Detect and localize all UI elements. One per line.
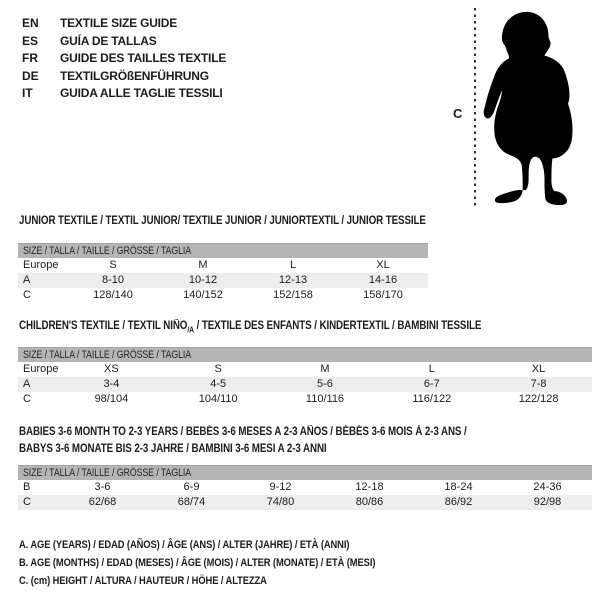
age-cell: 9-12 [269, 481, 292, 493]
size-header-bar: SIZE / TALLA / TAILLE / GRÖSSE / TAGLIA [18, 243, 428, 258]
height-cell: 68/74 [177, 496, 206, 508]
age-cell: 18-24 [444, 481, 473, 493]
size-header-bar: SIZE / TALLA / TAILLE / GRÖSSE / TAGLIA [18, 465, 592, 480]
age-cell: 6-9 [183, 481, 200, 493]
guide-title-de: TEXTILGRÖßENFÜHRUNG [60, 68, 209, 83]
guide-title-en: TEXTILE SIZE GUIDE [60, 16, 178, 30]
row-label: C [23, 496, 31, 508]
size-cell: XL [376, 259, 390, 271]
legend-line-c: C. (cm) HEIGHT / ALTURA / HAUTEUR / HÖHE / ALTEZZA [19, 575, 267, 587]
row-label: Europe [23, 259, 59, 271]
age-cell: 12-18 [355, 481, 384, 493]
age-cell: 7-8 [530, 378, 547, 390]
guide-title-it: GUIDA ALLE TAGLIE TESSILI [60, 86, 223, 100]
age-cell: 5-6 [317, 378, 333, 390]
size-header-bar: SIZE / TALLA / TAILLE / GRÖSSE / TAGLIA [18, 347, 592, 362]
junior-table-title: JUNIOR TEXTILE / TEXTIL JUNIOR/ TEXTILE JUNIOR / JUNIORTEXTIL / JUNIOR TESSILE [19, 215, 426, 227]
row-label: A [23, 378, 31, 390]
size-cell: S [214, 363, 222, 375]
childrens-size-table [18, 347, 592, 407]
language-row-es [22, 33, 226, 51]
language-code: FR [22, 51, 38, 65]
legend-line-b: B. AGE (MONTHS) / EDAD (MESES) / ÂGE (MOIS) / ALTER (MONATE) / ETÀ (MESI) [19, 557, 376, 569]
language-code: EN [22, 16, 39, 30]
age-cell: 24-36 [533, 481, 562, 493]
height-cell: 92/98 [533, 496, 562, 508]
age-cell: 14-16 [368, 274, 398, 286]
height-cell: 110/116 [305, 393, 345, 405]
language-code: IT [22, 86, 33, 100]
size-cell: M [198, 259, 208, 271]
table-row-height [18, 495, 592, 510]
guide-title-es: GUÍA DE TALLAS [60, 33, 157, 48]
language-list [22, 15, 226, 103]
junior-size-table [18, 243, 428, 303]
height-cell: 74/80 [266, 496, 295, 508]
height-measure-dotted-line [474, 8, 476, 208]
table-row-age [18, 377, 592, 392]
babies-size-table [18, 465, 592, 510]
height-cell: 104/110 [198, 393, 238, 405]
height-cell: 128/140 [93, 289, 133, 301]
age-cell: 10-12 [188, 274, 218, 286]
age-cell: 3-6 [94, 481, 111, 493]
height-cell: 62/68 [88, 496, 117, 508]
height-cell: 152/158 [273, 289, 313, 301]
age-cell: 6-7 [423, 378, 440, 390]
height-measure-label: C [453, 106, 463, 121]
height-cell: 158/170 [363, 289, 403, 301]
table-row-europe [18, 258, 428, 273]
row-label: Europe [23, 363, 59, 375]
table-row-age [18, 273, 428, 288]
language-code: ES [22, 33, 39, 48]
gender-subscript: /A [187, 325, 194, 335]
size-cell: L [428, 363, 435, 375]
language-row-fr [22, 50, 226, 68]
row-label: B [23, 481, 31, 493]
language-code: DE [22, 68, 39, 83]
age-cell: 8-10 [101, 274, 125, 286]
toddler-silhouette [483, 6, 600, 209]
size-cell: S [109, 259, 117, 271]
age-cell: 12-13 [278, 274, 308, 286]
size-cell: M [320, 363, 330, 375]
row-label: C [23, 289, 31, 301]
language-row-en [22, 15, 226, 33]
language-row-de [22, 68, 226, 86]
age-cell: 3-4 [103, 378, 120, 390]
height-cell: 140/152 [183, 289, 223, 301]
size-cell: XL [531, 363, 546, 375]
height-cell: 98/104 [94, 393, 129, 405]
legend-line-a: A. AGE (YEARS) / EDAD (AÑOS) / ÂGE (ANS) / ALTER (JAHRE) / ETÀ (ANNI) [19, 539, 350, 551]
age-cell: 4-5 [210, 378, 227, 390]
size-cell: L [289, 259, 297, 271]
babies-table-title: BABIES 3-6 MONTH TO 2-3 YEARS / BEBÉS 3-6 MESES A 2-3 AÑOS / BÉBÉS 3-6 MOIS À 2-3 ANS / BABYS 3-6 MONATE BIS 2-3 JAHRE / BAMBINI 3-6 MESI A 2-3 ANNI [19, 426, 467, 455]
legend [19, 536, 438, 590]
height-cell: 80/86 [355, 496, 384, 508]
table-row-height [18, 288, 428, 303]
row-label: A [23, 274, 31, 286]
height-cell: 116/122 [412, 393, 452, 405]
table-row-europe [18, 362, 592, 377]
childrens-table-title: CHILDREN'S TEXTILE / TEXTIL $NIÑO_{/A}$ / TEXTILE DES ENFANTS / KINDERTEXTIL / BAMBINI TESSILE [19, 320, 482, 335]
guide-title-fr: GUIDE DES TAILLES TEXTILE [60, 51, 227, 65]
size-cell: XS [104, 363, 119, 375]
row-label: C [23, 393, 31, 405]
height-cell: 122/128 [518, 393, 559, 405]
table-row-age-months [18, 480, 592, 495]
height-cell: 86/92 [444, 496, 473, 508]
table-row-height [18, 392, 592, 407]
language-row-it [22, 85, 226, 103]
